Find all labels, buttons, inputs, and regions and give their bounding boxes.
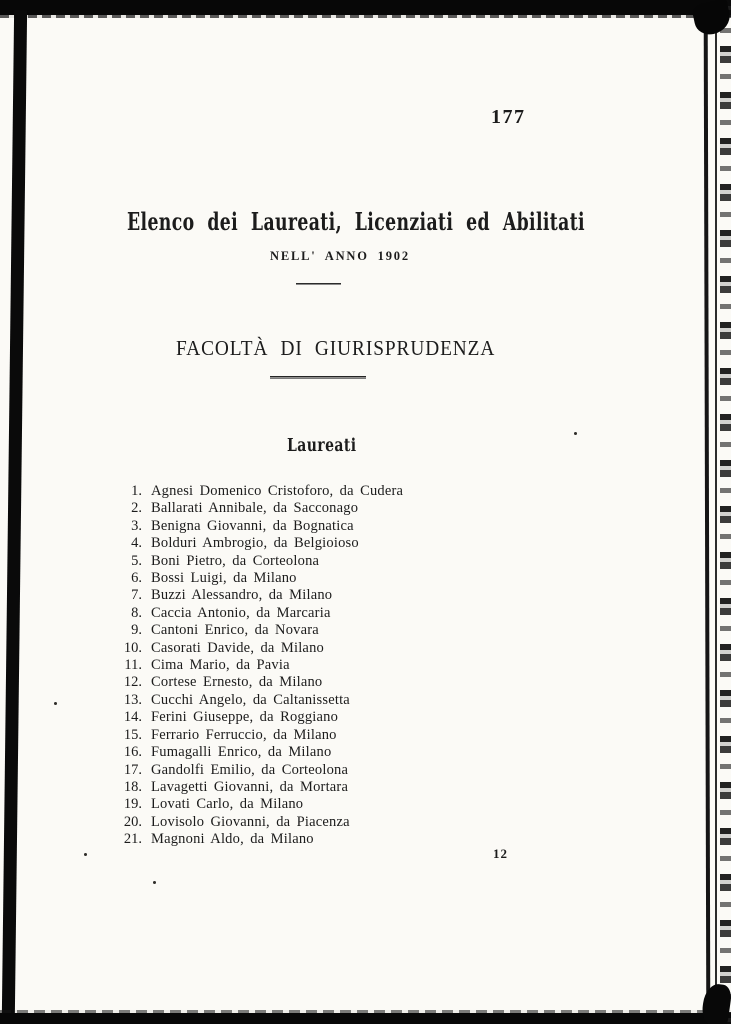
- entry-text: Ferrario Ferruccio, da Milano: [151, 726, 337, 743]
- signature-mark: 12: [493, 846, 508, 861]
- entry-text: Cantoni Enrico, da Novara: [151, 622, 319, 639]
- entry-number: 13.: [123, 691, 142, 708]
- entry-text: Lovisolo Giovanni, da Piacenza: [151, 813, 350, 830]
- entry-text: Fumagalli Enrico, da Milano: [151, 744, 332, 761]
- subtitle-year: NELL' ANNO 1902: [270, 249, 410, 263]
- scan-speck: [84, 853, 87, 856]
- entry-text: Casorati Davide, da Milano: [151, 639, 324, 656]
- entry-number: 8.: [131, 604, 142, 621]
- entry-text: Bossi Luigi, da Milano: [151, 570, 297, 587]
- entry-number: 3.: [131, 517, 142, 534]
- entry-text: Lavagetti Giovanni, da Mortara: [151, 778, 349, 795]
- list-item: [114, 553, 403, 570]
- list-item: [114, 518, 403, 535]
- entry-text: Cucchi Angelo, da Caltanissetta: [151, 691, 350, 708]
- entry-text: Ballarati Annibale, da Sacconago: [151, 500, 359, 517]
- entry-number: 12.: [123, 674, 142, 691]
- entry-number: 18.: [123, 778, 142, 795]
- scan-border-bottom: [0, 1013, 731, 1024]
- entry-text: Magnoni Aldo, da Milano: [151, 831, 314, 848]
- divider-rule-top: [296, 283, 341, 285]
- binding-edge-left: [2, 10, 27, 1014]
- list-item: [114, 779, 403, 796]
- list-item: [114, 744, 403, 761]
- entry-number: 5.: [131, 552, 142, 569]
- entry-text: Lovati Carlo, da Milano: [151, 796, 304, 813]
- entry-text: Agnesi Domenico Cristoforo, da Cudera: [151, 483, 404, 499]
- faculty-heading: FACOLTÀ DI GIURISPRUDENZA: [176, 336, 496, 360]
- entry-text: Cortese Ernesto, da Milano: [151, 674, 323, 691]
- scan-artifact-bottom-right: [700, 982, 731, 1024]
- page-edge-line-outer: [704, 16, 711, 1016]
- list-item: [114, 814, 403, 831]
- entry-text: Boni Pietro, da Corteolona: [151, 552, 320, 569]
- list-item: [114, 709, 403, 726]
- entry-number: 1.: [131, 483, 142, 499]
- binding-edge-right: [720, 0, 731, 1024]
- list-item: [114, 622, 403, 639]
- scan-speck: [54, 702, 57, 705]
- entry-number: 19.: [123, 796, 142, 813]
- entry-number: 7.: [131, 587, 142, 604]
- page-edge-line-inner: [715, 16, 717, 1024]
- entry-text: Benigna Giovanni, da Bognatica: [151, 517, 354, 534]
- scan-border-top: [0, 0, 731, 15]
- entry-text: Buzzi Alessandro, da Milano: [151, 587, 333, 604]
- list-item: [114, 727, 403, 744]
- list-item: [114, 796, 403, 813]
- list-item: [114, 587, 403, 604]
- entry-number: 2.: [131, 500, 142, 517]
- scan-speck: [153, 881, 156, 884]
- page-number: 177: [491, 106, 526, 128]
- list-item: [114, 483, 403, 500]
- entry-text: Bolduri Ambrogio, da Belgioioso: [151, 535, 359, 552]
- entry-number: 20.: [123, 813, 142, 830]
- entry-text: Caccia Antonio, da Marcaria: [151, 604, 331, 621]
- entry-text: Cima Mario, da Pavia: [151, 657, 290, 674]
- list-item: [114, 657, 403, 674]
- entry-number: 10.: [123, 639, 142, 656]
- list-item: [114, 831, 403, 848]
- entry-number: 16.: [123, 744, 142, 761]
- entry-number: 6.: [131, 570, 142, 587]
- list-item: [114, 500, 403, 517]
- scan-border-top-speckle: [0, 15, 731, 18]
- entry-number: 21.: [123, 831, 142, 848]
- entry-number: 9.: [131, 622, 142, 639]
- list-item: [114, 692, 403, 709]
- scan-speck: [574, 432, 577, 435]
- list-heading: Laureati: [287, 436, 357, 456]
- entry-text: Gandolfi Emilio, da Corteolona: [151, 761, 349, 778]
- divider-rule-faculty: [270, 376, 366, 379]
- entry-number: 11.: [124, 657, 142, 674]
- entry-number: 14.: [123, 709, 142, 726]
- list-item: [114, 535, 403, 552]
- list-item: [114, 674, 403, 691]
- list-item: [114, 570, 403, 587]
- page-title: Elenco dei Laureati, Licenziati ed Abilitati: [127, 207, 585, 236]
- list-item: [114, 640, 403, 657]
- entry-number: 15.: [123, 726, 142, 743]
- entry-number: 4.: [131, 535, 142, 552]
- laureati-list: [114, 483, 403, 849]
- entry-text: Ferini Giuseppe, da Roggiano: [151, 709, 339, 726]
- entry-number: 17.: [123, 761, 142, 778]
- list-item: [114, 762, 403, 779]
- list-item: [114, 605, 403, 622]
